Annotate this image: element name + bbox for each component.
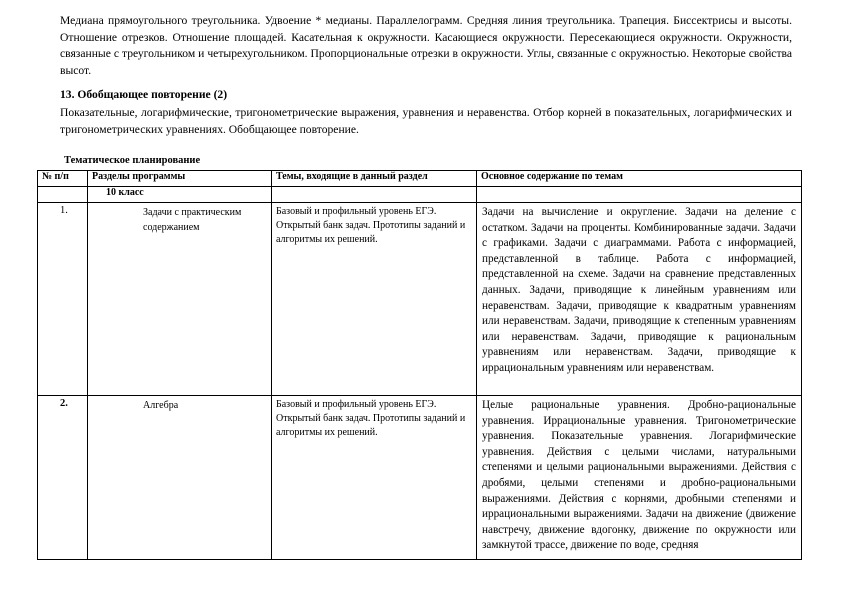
grade-row: [38, 187, 802, 203]
table-header-row: [38, 171, 802, 187]
row-content: Целые рациональные уравнения. Дробно-рациональные уравнения. Иррациональные уравнения. Тригонометрические уравнения. Показательные уравнения. Логарифмические уравнения. Действия с целыми числами, натуральными степенями и целыми рациональными выражениями. Действия с дробями, целыми степенями и дробно-рациональными выражениями. Действия с корнями, дробными степенями и иррациональными выражениями. Задачи на движение (движение навстречу, движение вдогонку, движение по окружности или замкнутой трассе, движение по воде, средняя: [477, 396, 802, 560]
row-topic: Базовый и профильный уровень ЕГЭ. Открытый банк задач. Прототипы заданий и алгоритмы их решений.: [272, 203, 477, 396]
row-section: [88, 203, 272, 396]
row-content: Задачи на вычисление и округление. Задачи на деление с остатком. Задачи на проценты. Комбинированные задачи. Задачи с графиками. Задачи с диаграммами. Работа с информацией, представленной в таблице. Работа с информацией, представленной на схеме. Задачи на сравнение представленных данных. Задачи, приводящие к линейным уравнениям или неравенствам. Задачи, приводящие к квадратным уравнениям или неравенствам. Задачи, приводящие к степенным уравнениям или неравенствам. Задачи, приводящие к рациональным уравнениям или неравенствам. Задачи, приводящие к иррациональным уравнениям или неравенствам.: [477, 203, 802, 396]
row-number: 1.: [38, 203, 88, 396]
table-caption: Тематическое планирование: [64, 155, 201, 166]
table-row: [38, 396, 802, 560]
thematic-plan-table: [37, 170, 802, 560]
row-number: 2.: [38, 396, 88, 560]
header-sections: Разделы программы: [88, 171, 272, 187]
intro-paragraph: Медиана прямоугольного треугольника. Удвоение * медианы. Параллелограмм. Средняя линия треугольника. Трапеция. Биссектрисы и высоты. Отношение отрезков. Отношение площадей. Касательная к окружности. Касающиеся окружности. Пересекающиеся окружности. Окружности, связанные с треугольником и четырехугольником. Пропорциональные отрезки в окружности. Углы, связанные с окружностью. Некоторые свойства высот.: [60, 14, 792, 77]
header-number: № п/п: [38, 171, 88, 187]
row-topic: Базовый и профильный уровень ЕГЭ. Открытый банк задач. Прототипы заданий и алгоритмы их решений.: [272, 396, 477, 560]
section-13-heading: 13. Обобщающее повторение (2): [60, 88, 228, 101]
table-row: [38, 203, 802, 396]
row-section: Алгебра: [88, 396, 272, 560]
header-topics: Темы, входящие в данный раздел: [272, 171, 477, 187]
header-content: Основное содержание по темам: [477, 171, 802, 187]
grade-label: 10 класс: [88, 187, 272, 203]
section-13-text: Показательные, логарифмические, тригонометрические выражения, уравнения и неравенства. Отбор корней в показательных, логарифмических и тригонометрических уравнениях. Обобщающее повторение.: [60, 106, 792, 136]
row-section-text: Задачи с практическим содержанием: [143, 207, 242, 233]
